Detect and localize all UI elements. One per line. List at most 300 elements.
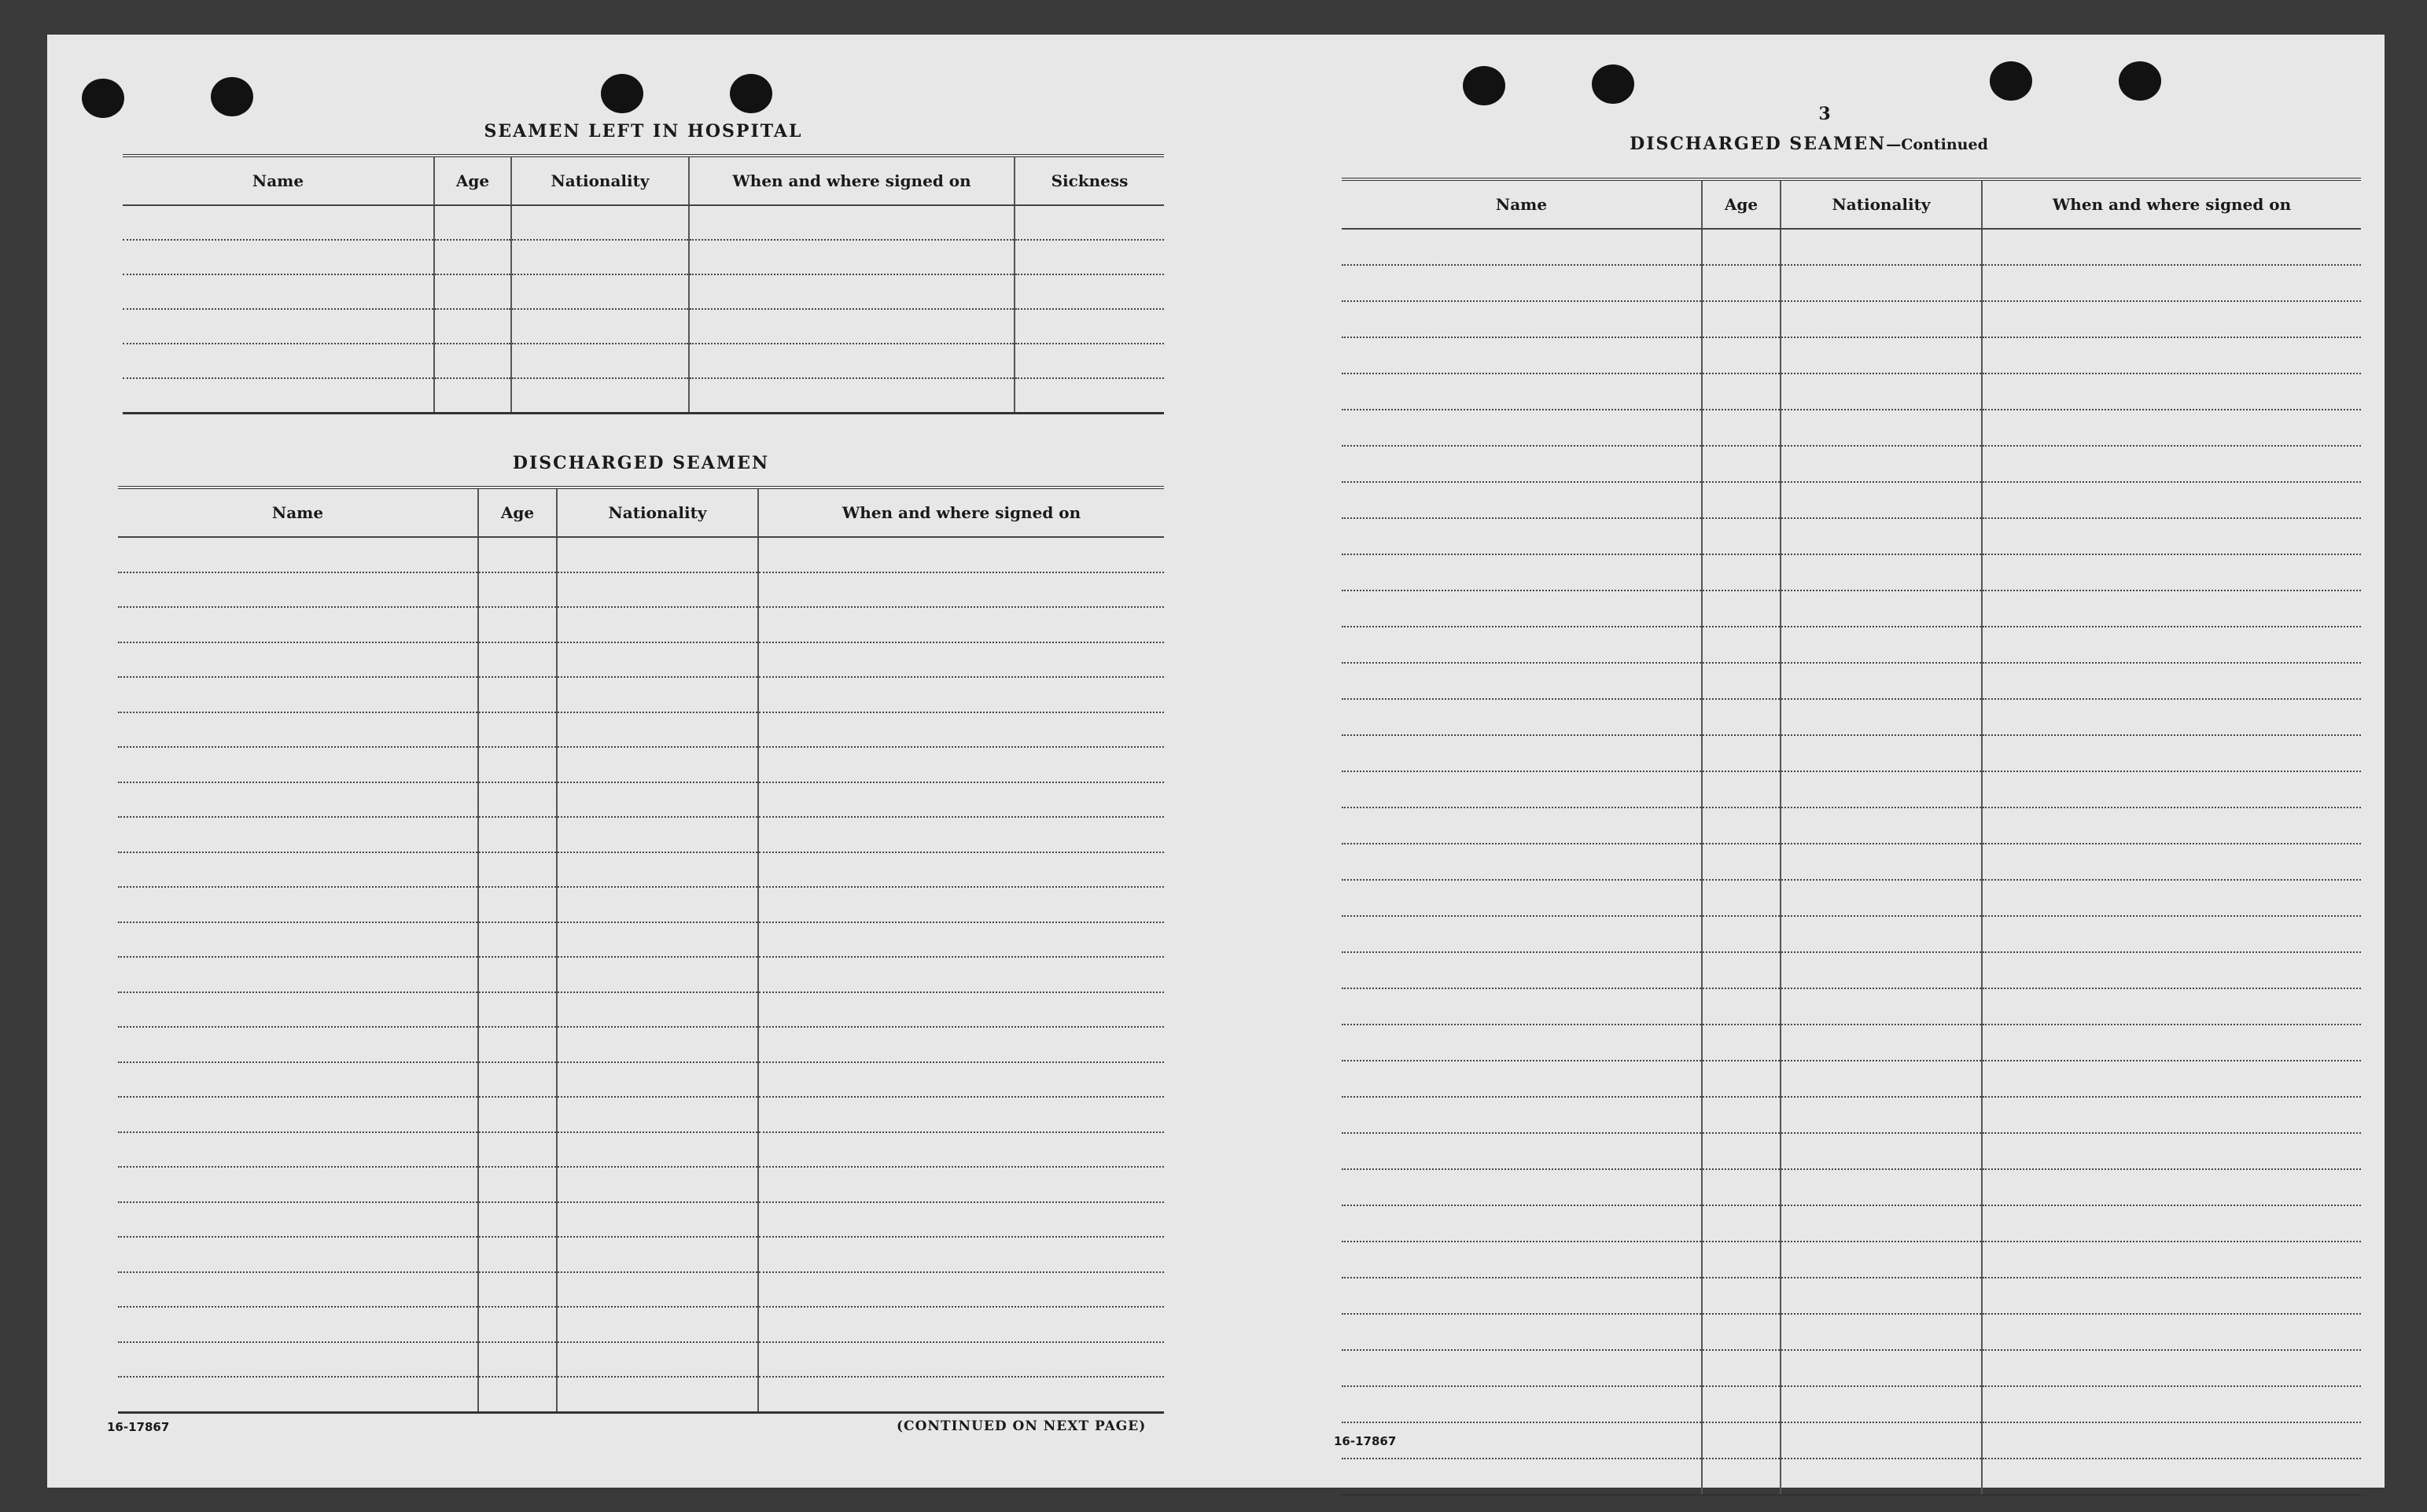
column-header-name: Name <box>118 487 478 537</box>
blank-cell <box>1982 590 2361 627</box>
blank-cell <box>1781 1422 1982 1459</box>
blank-cell <box>1342 916 1702 952</box>
blank-cell <box>557 712 758 748</box>
blank-cell <box>1781 735 1982 771</box>
blank-cell <box>1702 1133 1781 1169</box>
blank-cell <box>1342 518 1702 554</box>
table-row <box>123 309 1164 344</box>
blank-cell <box>123 274 434 309</box>
blank-cell <box>1781 916 1982 952</box>
blank-cell <box>1781 1386 1982 1422</box>
blank-cell <box>1342 663 1702 699</box>
blank-cell <box>1342 1386 1702 1422</box>
blank-cell <box>478 1342 557 1378</box>
table-row <box>123 274 1164 309</box>
blank-cell <box>1781 373 1982 410</box>
blank-cell <box>1982 952 2361 988</box>
blank-cell <box>758 642 1164 678</box>
table-row <box>1342 1061 2361 1097</box>
table-row <box>118 1062 1164 1098</box>
blank-cell <box>1342 1459 1702 1495</box>
blank-cell <box>434 205 511 240</box>
blank-cell <box>758 607 1164 642</box>
table-row <box>1342 337 2361 373</box>
blank-cell <box>1702 1169 1781 1205</box>
table-row <box>118 1132 1164 1168</box>
blank-cell <box>1342 301 1702 337</box>
table-row <box>118 1272 1164 1308</box>
blank-cell <box>118 817 478 852</box>
blank-cell <box>511 240 689 274</box>
blank-cell <box>1342 446 1702 482</box>
blank-cell <box>1982 916 2361 952</box>
blank-cell <box>123 344 434 378</box>
table-row <box>123 378 1164 414</box>
table-row <box>1342 1386 2361 1422</box>
blank-cell <box>1982 482 2361 518</box>
blank-cell <box>557 1097 758 1132</box>
blank-cell <box>118 712 478 748</box>
blank-cell <box>1342 1350 1702 1386</box>
blank-cell <box>1702 844 1781 880</box>
blank-cell <box>1342 1242 1702 1278</box>
blank-cell <box>478 642 557 678</box>
column-header-signed-on: When and where signed on <box>758 487 1164 537</box>
blank-cell <box>434 344 511 378</box>
blank-cell <box>557 642 758 678</box>
blank-cell <box>1015 378 1164 414</box>
column-header-age: Age <box>434 156 511 205</box>
blank-cell <box>118 1202 478 1238</box>
blank-cell <box>557 1342 758 1378</box>
blank-cell <box>758 782 1164 818</box>
blank-cell <box>1702 590 1781 627</box>
table-row <box>118 1237 1164 1272</box>
blank-cell <box>118 572 478 608</box>
blank-cell <box>1982 627 2361 663</box>
blank-cell <box>1982 1025 2361 1061</box>
blank-cell <box>1781 1350 1982 1386</box>
discharged-continued-table <box>1342 178 2361 1496</box>
blank-cell <box>1781 1459 1982 1495</box>
table-row <box>1342 410 2361 446</box>
table-row <box>1342 1278 2361 1314</box>
column-header-signed-on: When and where signed on <box>689 156 1015 205</box>
blank-cell <box>1982 1386 2361 1422</box>
blank-cell <box>1982 1350 2361 1386</box>
table-row <box>1342 808 2361 844</box>
blank-cell <box>434 240 511 274</box>
table-row <box>118 1377 1164 1412</box>
form-number: 16-17867 <box>107 1420 170 1434</box>
blank-cell <box>557 572 758 608</box>
blank-cell <box>1702 1025 1781 1061</box>
table-row <box>1342 1459 2361 1495</box>
table-row <box>1342 988 2361 1025</box>
blank-cell <box>118 1342 478 1378</box>
blank-cell <box>1982 1097 2361 1133</box>
blank-cell <box>1781 590 1982 627</box>
blank-cell <box>1982 229 2361 265</box>
table-row <box>1342 554 2361 590</box>
blank-cell <box>478 747 557 782</box>
form-sheet <box>47 35 2385 1488</box>
table-row <box>118 677 1164 712</box>
blank-cell <box>557 1307 758 1342</box>
table-row <box>118 1097 1164 1132</box>
blank-cell <box>1982 988 2361 1025</box>
blank-cell <box>557 537 758 572</box>
blank-cell <box>434 274 511 309</box>
blank-cell <box>1781 1205 1982 1242</box>
table-row <box>118 887 1164 922</box>
blank-cell <box>758 677 1164 712</box>
blank-cell <box>1342 1314 1702 1350</box>
blank-cell <box>118 782 478 818</box>
blank-cell <box>557 1062 758 1098</box>
blank-cell <box>1982 880 2361 916</box>
blank-cell <box>478 1237 557 1272</box>
blank-cell <box>1342 880 1702 916</box>
blank-cell <box>1015 344 1164 378</box>
table-row <box>123 205 1164 240</box>
blank-cell <box>511 378 689 414</box>
blank-cell <box>557 747 758 782</box>
table-row <box>123 240 1164 274</box>
right-page <box>1290 35 2385 1488</box>
blank-cell <box>1702 627 1781 663</box>
table-row <box>118 572 1164 608</box>
blank-cell <box>118 1377 478 1412</box>
blank-cell <box>557 817 758 852</box>
blank-cell <box>118 1272 478 1308</box>
table-row <box>1342 663 2361 699</box>
blank-cell <box>1702 735 1781 771</box>
blank-cell <box>1702 373 1781 410</box>
blank-cell <box>557 677 758 712</box>
blank-cell <box>1781 699 1982 735</box>
blank-cell <box>1342 229 1702 265</box>
blank-cell <box>1342 1169 1702 1205</box>
discharged-section-title: DISCHARGED SEAMEN <box>512 453 770 473</box>
table-row <box>1342 373 2361 410</box>
column-header-nationality: Nationality <box>1781 179 1982 229</box>
blank-cell <box>1342 1097 1702 1133</box>
blank-cell <box>1982 1133 2361 1169</box>
blank-cell <box>118 1132 478 1168</box>
blank-cell <box>689 309 1015 344</box>
blank-cell <box>1342 627 1702 663</box>
blank-cell <box>1982 1314 2361 1350</box>
blank-cell <box>478 887 557 922</box>
blank-cell <box>1342 337 1702 373</box>
table-row <box>1342 1205 2361 1242</box>
blank-cell <box>1982 265 2361 301</box>
blank-cell <box>1702 518 1781 554</box>
blank-cell <box>1982 446 2361 482</box>
table-row <box>1342 1422 2361 1459</box>
table-row <box>118 817 1164 852</box>
blank-cell <box>557 1132 758 1168</box>
blank-cell <box>1702 1242 1781 1278</box>
blank-cell <box>478 782 557 818</box>
blank-cell <box>1015 205 1164 240</box>
blank-cell <box>1342 988 1702 1025</box>
blank-cell <box>1342 1025 1702 1061</box>
blank-cell <box>758 922 1164 958</box>
blank-cell <box>758 852 1164 888</box>
blank-cell <box>478 1307 557 1342</box>
blank-cell <box>118 922 478 958</box>
blank-cell <box>1982 663 2361 699</box>
table-row <box>1342 627 2361 663</box>
blank-cell <box>118 747 478 782</box>
blank-cell <box>1982 518 2361 554</box>
table-row <box>118 1027 1164 1062</box>
blank-cell <box>478 677 557 712</box>
blank-cell <box>1781 844 1982 880</box>
table-row <box>1342 916 2361 952</box>
table-row <box>118 782 1164 818</box>
blank-cell <box>1781 771 1982 808</box>
blank-cell <box>1702 1097 1781 1133</box>
blank-cell <box>557 1237 758 1272</box>
blank-cell <box>1982 301 2361 337</box>
blank-cell <box>557 1167 758 1202</box>
blank-cell <box>758 1307 1164 1342</box>
blank-cell <box>478 1202 557 1238</box>
column-header-nationality: Nationality <box>511 156 689 205</box>
blank-cell <box>1781 265 1982 301</box>
blank-cell <box>1702 1278 1781 1314</box>
continued-note: (CONTINUED ON NEXT PAGE) <box>897 1418 1147 1434</box>
blank-cell <box>478 1097 557 1132</box>
blank-cell <box>1982 735 2361 771</box>
blank-cell <box>118 642 478 678</box>
blank-cell <box>1342 482 1702 518</box>
column-header-nationality: Nationality <box>557 487 758 537</box>
blank-cell <box>118 992 478 1028</box>
blank-cell <box>511 205 689 240</box>
blank-cell <box>1781 1097 1982 1133</box>
column-header-name: Name <box>1342 179 1702 229</box>
blank-cell <box>557 607 758 642</box>
table-row <box>1342 735 2361 771</box>
blank-cell <box>1781 880 1982 916</box>
blank-cell <box>1702 1061 1781 1097</box>
blank-cell <box>689 274 1015 309</box>
blank-cell <box>1702 229 1781 265</box>
table-row <box>1342 518 2361 554</box>
form-number: 16-17867 <box>1334 1434 1397 1448</box>
blank-cell <box>511 274 689 309</box>
table-row <box>118 537 1164 572</box>
table-row <box>1342 1242 2361 1278</box>
blank-cell <box>1342 699 1702 735</box>
blank-cell <box>1781 1025 1982 1061</box>
table-row <box>123 344 1164 378</box>
blank-cell <box>1982 1422 2361 1459</box>
blank-cell <box>1342 1205 1702 1242</box>
column-header-age: Age <box>478 487 557 537</box>
column-header-age: Age <box>1702 179 1781 229</box>
table-row <box>118 922 1164 958</box>
blank-cell <box>557 1272 758 1308</box>
blank-cell <box>1702 663 1781 699</box>
table-row <box>118 607 1164 642</box>
blank-cell <box>1982 844 2361 880</box>
hospital-section-title: SEAMEN LEFT IN HOSPITAL <box>484 121 803 142</box>
blank-cell <box>758 1237 1164 1272</box>
blank-cell <box>1702 1314 1781 1350</box>
blank-cell <box>118 537 478 572</box>
blank-cell <box>118 1167 478 1202</box>
discharged-table <box>118 486 1164 1414</box>
blank-cell <box>1781 337 1982 373</box>
table-row <box>118 642 1164 678</box>
section-title-text: DISCHARGED SEAMEN <box>1630 134 1887 154</box>
blank-cell <box>758 747 1164 782</box>
blank-cell <box>557 922 758 958</box>
blank-cell <box>1982 337 2361 373</box>
table-row <box>1342 1314 2361 1350</box>
blank-cell <box>1342 771 1702 808</box>
blank-cell <box>478 852 557 888</box>
blank-cell <box>557 1027 758 1062</box>
blank-cell <box>123 205 434 240</box>
blank-cell <box>758 1062 1164 1098</box>
blank-cell <box>1781 410 1982 446</box>
blank-cell <box>758 537 1164 572</box>
blank-cell <box>118 957 478 992</box>
blank-cell <box>478 1132 557 1168</box>
blank-cell <box>557 992 758 1028</box>
blank-cell <box>1781 952 1982 988</box>
blank-cell <box>434 378 511 414</box>
blank-cell <box>1702 699 1781 735</box>
blank-cell <box>478 1272 557 1308</box>
blank-cell <box>758 992 1164 1028</box>
blank-cell <box>689 240 1015 274</box>
blank-cell <box>1342 952 1702 988</box>
blank-cell <box>689 205 1015 240</box>
blank-cell <box>557 1377 758 1412</box>
blank-cell <box>1702 301 1781 337</box>
blank-cell <box>1781 446 1982 482</box>
blank-cell <box>758 817 1164 852</box>
blank-cell <box>758 1167 1164 1202</box>
blank-cell <box>1982 373 2361 410</box>
blank-cell <box>1781 1169 1982 1205</box>
table-row <box>1342 771 2361 808</box>
blank-cell <box>758 1342 1164 1378</box>
blank-cell <box>118 1062 478 1098</box>
table-row <box>1342 446 2361 482</box>
blank-cell <box>118 607 478 642</box>
blank-cell <box>1702 554 1781 590</box>
blank-cell <box>1702 916 1781 952</box>
blank-cell <box>1982 771 2361 808</box>
blank-cell <box>557 852 758 888</box>
column-header-sickness: Sickness <box>1015 156 1164 205</box>
blank-cell <box>1702 771 1781 808</box>
blank-cell <box>1781 1314 1982 1350</box>
blank-cell <box>1342 410 1702 446</box>
blank-cell <box>1702 988 1781 1025</box>
blank-cell <box>478 992 557 1028</box>
blank-cell <box>1702 1205 1781 1242</box>
blank-cell <box>1781 482 1982 518</box>
blank-cell <box>118 1307 478 1342</box>
blank-cell <box>478 1027 557 1062</box>
table-row <box>1342 590 2361 627</box>
blank-cell <box>1781 301 1982 337</box>
blank-cell <box>511 344 689 378</box>
blank-cell <box>1702 1422 1781 1459</box>
blank-cell <box>478 922 557 958</box>
blank-cell <box>1342 735 1702 771</box>
blank-cell <box>557 782 758 818</box>
blank-cell <box>689 378 1015 414</box>
blank-cell <box>557 1202 758 1238</box>
blank-cell <box>1702 1459 1781 1495</box>
table-row <box>1342 482 2361 518</box>
blank-cell <box>1702 1350 1781 1386</box>
blank-cell <box>1982 1278 2361 1314</box>
blank-cell <box>689 344 1015 378</box>
table-row <box>1342 880 2361 916</box>
blank-cell <box>1982 1459 2361 1495</box>
blank-cell <box>758 887 1164 922</box>
blank-cell <box>1982 808 2361 844</box>
blank-cell <box>1342 373 1702 410</box>
column-header-name: Name <box>123 156 434 205</box>
table-row <box>118 957 1164 992</box>
blank-cell <box>118 852 478 888</box>
blank-cell <box>1702 880 1781 916</box>
blank-cell <box>758 1027 1164 1062</box>
table-row <box>118 1202 1164 1238</box>
table-row <box>118 992 1164 1028</box>
blank-cell <box>118 1097 478 1132</box>
table-row <box>118 712 1164 748</box>
blank-cell <box>557 957 758 992</box>
blank-cell <box>1982 1242 2361 1278</box>
blank-cell <box>758 1377 1164 1412</box>
blank-cell <box>1781 518 1982 554</box>
blank-cell <box>1342 844 1702 880</box>
blank-cell <box>1015 274 1164 309</box>
table-row <box>1342 301 2361 337</box>
blank-cell <box>1702 952 1781 988</box>
table-row <box>1342 229 2361 265</box>
blank-cell <box>478 537 557 572</box>
table-row <box>1342 1133 2361 1169</box>
table-row <box>118 1307 1164 1342</box>
blank-cell <box>1781 988 1982 1025</box>
blank-cell <box>1015 309 1164 344</box>
page-number: 3 <box>1818 104 1831 124</box>
blank-cell <box>1702 808 1781 844</box>
hospital-table <box>123 154 1164 414</box>
blank-cell <box>118 887 478 922</box>
blank-cell <box>1342 1061 1702 1097</box>
blank-cell <box>478 817 557 852</box>
blank-cell <box>1702 482 1781 518</box>
blank-cell <box>478 957 557 992</box>
blank-cell <box>1781 1242 1982 1278</box>
blank-cell <box>478 712 557 748</box>
